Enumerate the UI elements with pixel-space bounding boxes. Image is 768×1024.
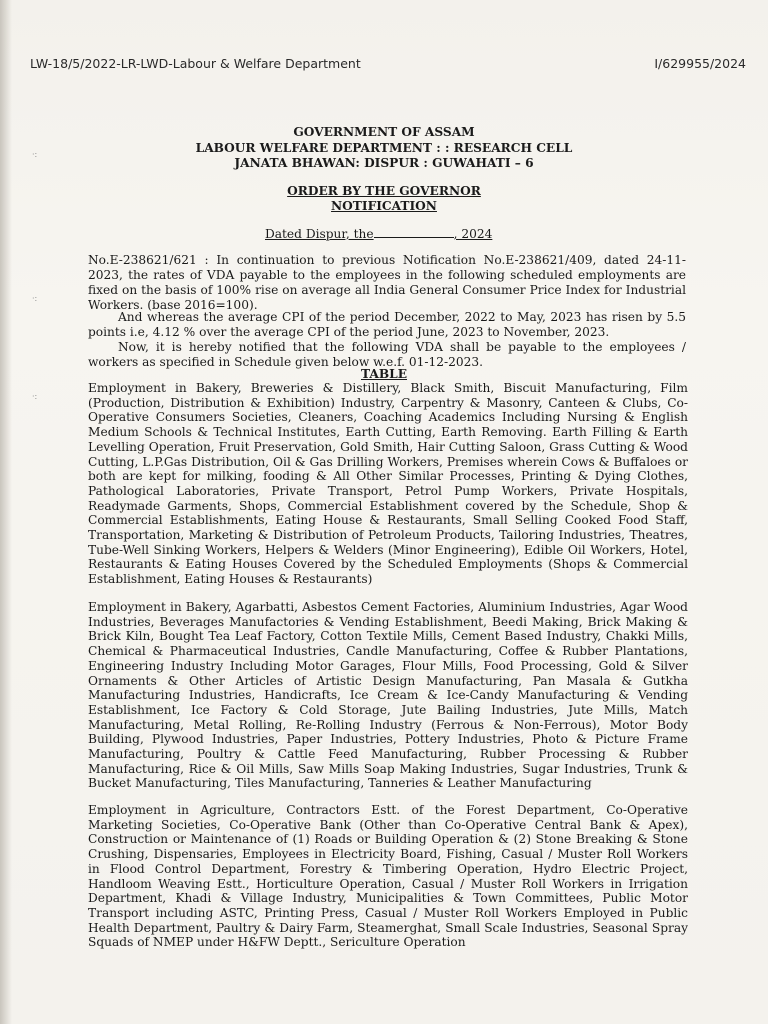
letterhead-address: JANATA BHAWAN: DISPUR : GUWAHATI – 6: [234, 156, 534, 170]
dated-prefix: Dated Dispur, the: [265, 227, 374, 241]
employment-group-3: Employment in Agriculture, Contractors Estt. of the Forest Department, Co-Operative Marketing Societies, Co-Operative Bank (Other than Co-Operative Central Bank & Apex), Construction or Maintenance of (1) Roads or Building Operation & (2) Stone Breaking & Stone Crushing, Dispensaries, Employees in Electricity Board, Fishing, Casual / Muster Roll Workers in Flood Control Department, Forestry & Timbering Operation, Hydro Electric Project, Handloom Weaving Estt., Horticulture Operation, Casual / Muster Roll Workers in Irrigation Department, Khadi & Village Industry, Municipalities & Town Committees, Public Motor Transport including ASTC, Printing Press, Casual / Muster Roll Workers Employed in Public Health Department, Paultry & Dairy Farm, Steamerghat, Small Scale Industries, Seasonal Spray Squads of NMEP under H&FW Deptt., Sericulture Operation: [88, 803, 688, 950]
table-title: TABLE: [360, 367, 408, 381]
notification-paragraph: No.E-238621/621 : In continuation to previous Notification No.E-238621/409, dated 24-11-2023, the rates of VDA payable to the employees in the following scheduled employments are fixed on the basis of 100% rise on average all India General Consumer Price Index for Industrial Workers. (base 2016=100).: [88, 253, 686, 313]
document-number: I/629955/2024: [654, 56, 746, 71]
letterhead-government: GOVERNMENT OF ASSAM: [293, 125, 475, 139]
order-subtitle: NOTIFICATION: [331, 199, 437, 213]
margin-mark: ·:: [32, 392, 38, 401]
cpi-paragraph: And whereas the average CPI of the period December, 2022 to May, 2023 has risen by 5.5 points i.e, 4.12 % over the average CPI of the period June, 2023 to November, 2023.: [88, 310, 686, 340]
margin-mark: ·:: [32, 294, 38, 303]
dated-line: [265, 227, 492, 241]
employment-group-1: Employment in Bakery, Breweries & Distillery, Black Smith, Biscuit Manufacturing, Film (Production, Distribution & Exhibition) Industry, Carpentry & Masonry, Canteen & Clubs, Co-Operative Consumers Societies, Cleaners, Coaching Academics Including Nursing & English Medium Schools & Technical Institutes, Earth Cutting, Earth Removing. Earth Filling & Earth Levelling Operation, Fruit Preservation, Gold Smith, Hair Cutting Saloon, Grass Cutting & Wood Cutting, L.P.Gas Distribution, Oil & Gas Drilling Workers, Premises wherein Cows & Buffaloes or both are kept for milking, fooding & All Other Similar Processes, Printing & Dying Clothes, Pathological Laboratories, Private Transport, Petrol Pump Workers, Private Hospitals, Readymade Garments, Shops, Commercial Establishment covered by the Schedule, Shop & Commercial Establishments, Eating House & Restaurants, Small Selling Cooked Food Staff, Transportation, Marketing & Distribution of Petroleum Products, Tailoring Industries, Theatres, Tube-Well Sinking Workers, Helpers & Welders (Minor Engineering), Edible Oil Workers, Hotel, Restaurants & Eating Houses Covered by the Scheduled Employments (Shops & Commercial Establishment, Eating Houses & Restaurants): [88, 381, 688, 587]
letterhead-department: LABOUR WELFARE DEPARTMENT : : RESEARCH CELL: [195, 141, 573, 155]
dated-suffix: , 2024: [453, 227, 493, 241]
vda-paragraph: Now, it is hereby notified that the following VDA shall be payable to the employees / workers as specified in Schedule given below w.e.f. 01-12-2023.: [88, 340, 686, 370]
date-blank: [374, 227, 454, 238]
order-title: ORDER BY THE GOVERNOR: [287, 184, 481, 198]
file-reference: LW-18/5/2022-LR-LWD-Labour & Welfare Department: [30, 56, 361, 71]
margin-mark: ·:: [32, 150, 38, 159]
employment-group-2: Employment in Bakery, Agarbatti, Asbestos Cement Factories, Aluminium Industries, Agar Wood Industries, Beverages Manufactories & Vending Establishment, Beedi Making, Brick Making & Brick Kiln, Bought Tea Leaf Factory, Cotton Textile Mills, Cement Based Industry, Chakki Mills, Chemical & Pharmaceutical Industries, Candle Manufacturing, Coffee & Rubber Plantations, Engineering Industry Including Motor Garages, Flour Mills, Food Processing, Gold & Silver Ornaments & Other Articles of Artistic Design Manufacturing, Pan Masala & Gutkha Manufacturing Industries, Handicrafts, Ice Cream & Ice-Candy Manufacturing & Vending Establishment, Ice Factory & Cold Storage, Jute Bailing Industries, Jute Mills, Match Manufacturing, Metal Rolling, Re-Rolling Industry (Ferrous & Non-Ferrous), Motor Body Building, Plywood Industries, Paper Industries, Pottery Industries, Photo & Picture Frame Manufacturing, Poultry & Cattle Feed Manufacturing, Rubber Processing & Rubber Manufacturing, Rice & Oil Mills, Saw Mills Soap Making Industries, Sugar Industries, Trunk & Bucket Manufacturing, Tiles Manufacturing, Tanneries & Leather Manufacturing: [88, 600, 688, 791]
